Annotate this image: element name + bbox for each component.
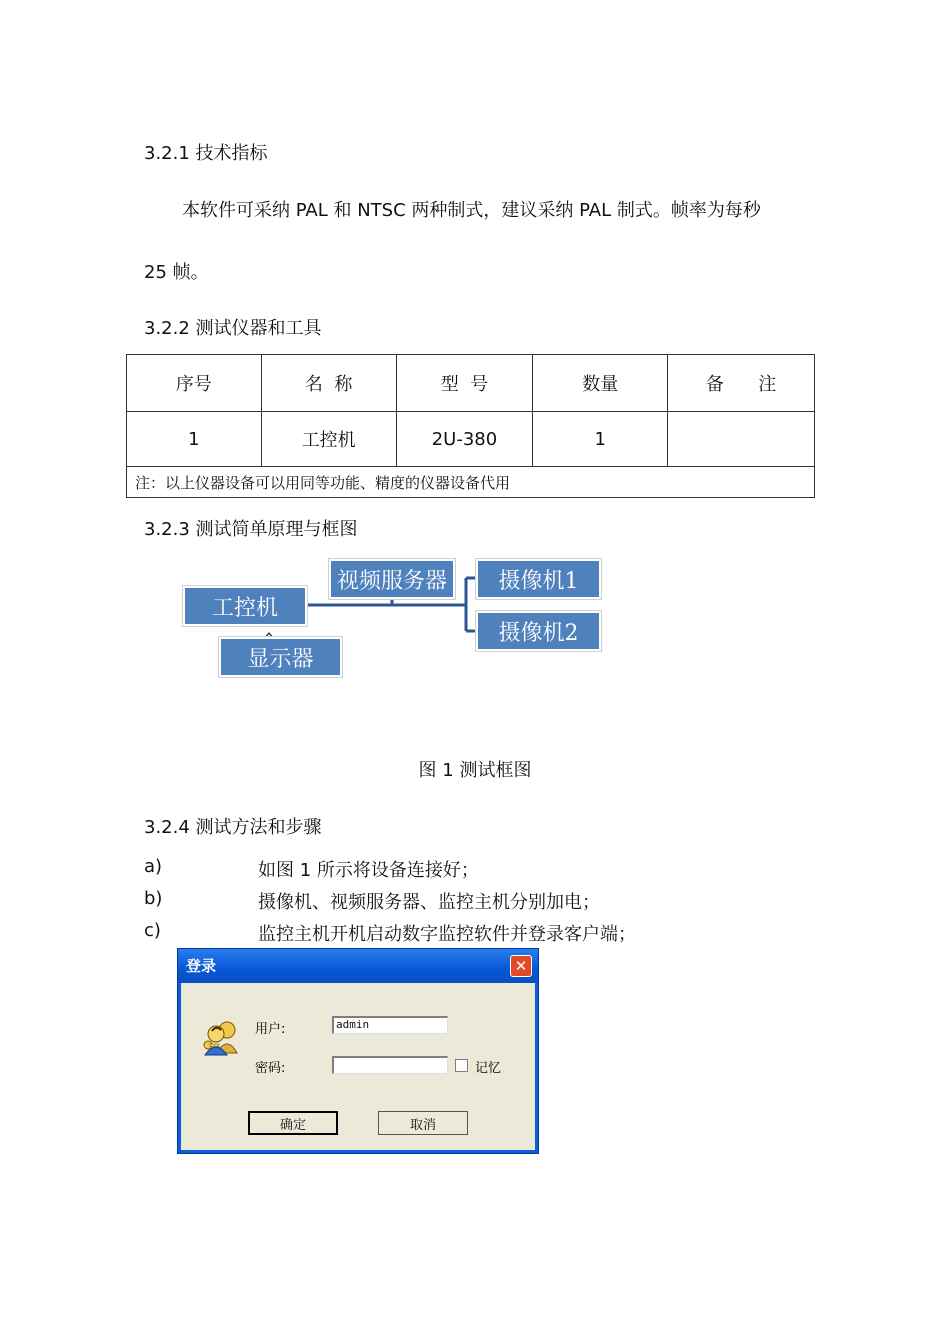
section-heading-3-2-3: 3.2.3 测试简单原理与框图 [144, 519, 358, 540]
diagram-box-video-server: 视频服务器 [331, 561, 453, 597]
dialog-body [181, 983, 535, 1150]
login-dialog [177, 948, 539, 1154]
step-label-c: c) [144, 920, 161, 941]
diagram-box-camera-1: 摄像机1 [478, 561, 599, 597]
section-heading-3-2-1: 3.2.1 技术指标 [144, 143, 268, 164]
dialog-title: 登录 [186, 957, 217, 975]
remember-label: 记忆 [475, 1061, 502, 1076]
step-text-b: 摄像机、视频服务器、监控主机分别加电； [258, 892, 600, 913]
section-heading-3-2-4: 3.2.4 测试方法和步骤 [144, 817, 322, 838]
user-label: 用户: [255, 1022, 286, 1037]
paragraph-line-1: 本软件可采纳 PAL 和 NTSC 两种制式，建议采纳 PAL 制式。帧率为每秒 [182, 200, 761, 221]
users-keys-icon [201, 1019, 245, 1057]
section-heading-3-2-2: 3.2.2 测试仪器和工具 [144, 318, 322, 339]
paragraph-line-2: 25 帧。 [144, 262, 209, 283]
step-label-b: b) [144, 888, 163, 909]
username-field[interactable]: admin [332, 1016, 448, 1034]
header-cell-remark: 备 注 [668, 355, 815, 412]
diagram-box-camera-2: 摄像机2 [478, 613, 599, 649]
header-cell-name: 名 称 [261, 355, 396, 412]
password-field[interactable] [332, 1056, 448, 1074]
remember-checkbox[interactable] [455, 1059, 468, 1072]
step-text-c: 监控主机开机启动数字监控软件并登录客户端； [258, 924, 636, 945]
cell-name: 工控机 [261, 412, 396, 467]
diagram-box-display: 显示器 [221, 639, 340, 675]
cell-quantity: 1 [533, 412, 668, 467]
dialog-title-bar[interactable] [178, 949, 538, 983]
table-note: 注：以上仪器设备可以用同等功能、精度的仪器设备代用 [127, 467, 815, 498]
header-cell-index: 序号 [127, 355, 262, 412]
cell-model: 2U-380 [396, 412, 533, 467]
step-label-a: a) [144, 856, 163, 877]
cell-index: 1 [127, 412, 262, 467]
header-cell-quantity: 数量 [533, 355, 668, 412]
ok-button[interactable]: 确定 [248, 1111, 338, 1135]
figure-caption: 图 1 测试框图 [418, 760, 532, 781]
cancel-button[interactable]: 取消 [378, 1111, 468, 1135]
close-button[interactable]: ✕ [510, 955, 532, 977]
header-cell-model: 型 号 [396, 355, 533, 412]
step-text-a: 如图 1 所示将设备连接好； [258, 860, 479, 881]
password-label: 密码: [255, 1061, 286, 1076]
diagram-box-industrial-pc: 工控机 [185, 588, 305, 624]
